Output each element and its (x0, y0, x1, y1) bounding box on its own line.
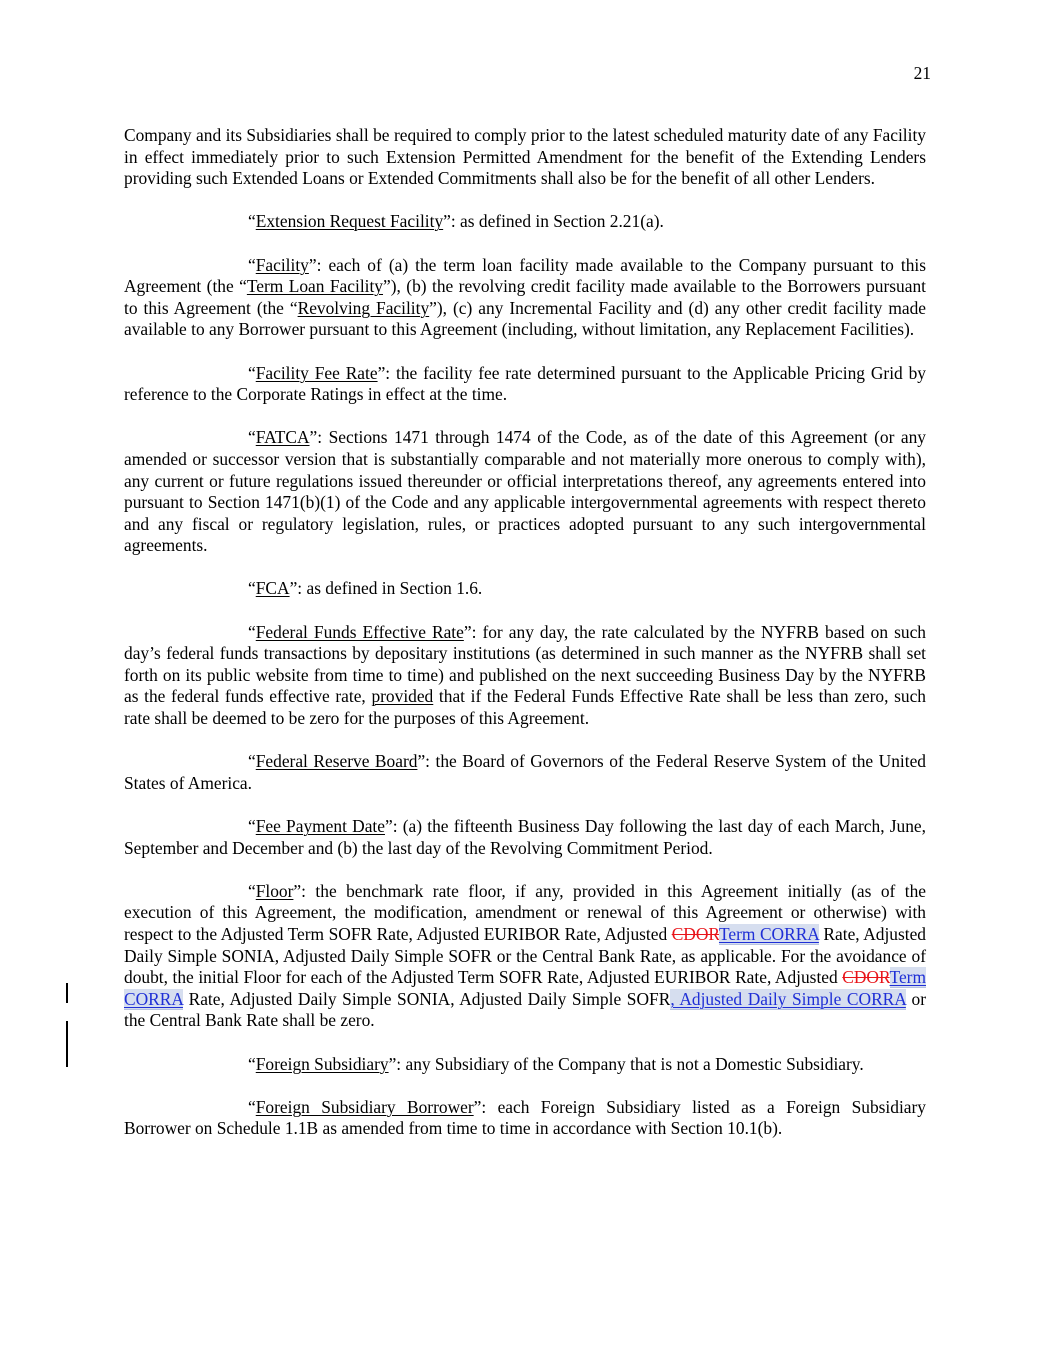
inserted-text: Term CORRA (124, 967, 926, 1009)
definition-floor: “Floor”: the benchmark rate floor, if any, provided in this Agreement initially (as of the execution of this Agreement, the modification, amendment or renewal of this Agreement or otherwise) with respect to the Adjusted Term SOFR Rate, Adjusted EURIBOR Rate, Adjusted CDORTerm CORRA Rate, Adjusted Daily Simple SONIA, Adjusted Daily Simple SOFR or the Central Bank Rate, as applicable. For the avoidance of doubt, the initial Floor for each of the Adjusted Term SOFR Rate, Adjusted EURIBOR Rate, Adjusted CDORTerm CORRA Rate, Adjusted Daily Simple SONIA, Adjusted Daily Simple SOFR, Adjusted Daily Simple CORRA or the Central Bank Rate shall be zero. (124, 880, 927, 1031)
definition-facility: “Facility”: each of (a) the term loan facility made available to the Company pursuant to this Agreement (the “Term Loan Facility”), (b) the revolving credit facility made available to the Borrowers pursuant to this Agreement (the “Revolving Facility”), (c) any Incremental Facility and (d) any other credit facility made available to any Borrower pursuant to this Agreement (including, without limitation, any Replacement Facilities). (124, 254, 926, 340)
defined-term: FATCA (255, 427, 310, 448)
definition-fca: “FCA”: as defined in Section 1.6. (248, 578, 483, 599)
change-bar (66, 1021, 68, 1067)
defined-term: Facility (255, 254, 309, 275)
definition-fatca: “FATCA”: Sections 1471 through 1474 of the Code, as of the date of this Agreement (or any amended or successor version that is substantially comparable and not materially more onerous to comply with), any current or future regulations issued thereunder or official interpretations thereof, any agreements entered into pursuant to Section 1471(b)(1) of the Code and any applicable intergovernmental agreements with respect thereto and any fiscal or regulatory legislation, rules, or practices adopted pursuant to any such intergovernmental agreements. (124, 427, 926, 556)
definition-facility-fee-rate: “Facility Fee Rate”: the facility fee rate determined pursuant to the Applicable Pricing Grid by reference to the Corporate Ratings in effect at the time. (124, 362, 926, 405)
definition-foreign-subsidiary: “Foreign Subsidiary”: any Subsidiary of the Company that is not a Domestic Subsidiary. (248, 1053, 864, 1074)
defined-term: Federal Reserve Board (255, 751, 418, 772)
definition-foreign-subsidiary-borrower: “Foreign Subsidiary Borrower”: each Foreign Subsidiary listed as a Foreign Subsidiary Borrower on Schedule 1.1B as amended from time to time in accordance with Section 10.1(b). (124, 1096, 926, 1139)
defined-term: Foreign Subsidiary (255, 1053, 389, 1074)
definition-fee-payment-date: “Fee Payment Date”: (a) the fifteenth Business Day following the last day of each March, June, September and December and (b) the last day of the Revolving Commitment Period. (124, 816, 926, 858)
inserted-text: Term CORRA (718, 923, 819, 944)
definition-federal-funds-effective-rate: “Federal Funds Effective Rate”: for any day, the rate calculated by the NYFRB based on such day’s federal funds transactions by depositary institutions (as determined in such manner as the NYFRB shall set forth on its public website from time to time) and published on the next succeeding Business Day by the NYFRB as the federal funds effective rate, provided that if the Federal Funds Effective Rate shall be less than zero, such rate shall be deemed to be zero for the purposes of this Agreement. (124, 621, 926, 729)
defined-term: Term Loan Facility (246, 276, 384, 297)
defined-term: Federal Funds Effective Rate (255, 621, 464, 642)
definition-federal-reserve-board: “Federal Reserve Board”: the Board of Governors of the Federal Reserve System of the United States of America. (124, 751, 927, 793)
definition-extension-request-facility: “Extension Request Facility”: as defined in Section 2.21(a). (248, 211, 664, 232)
defined-term: FCA (255, 578, 290, 599)
page-number: 21 (913, 63, 931, 83)
defined-term: Revolving Facility (297, 297, 430, 318)
defined-term: Fee Payment Date (255, 816, 385, 836)
defined-term: Foreign Subsidiary Borrower (255, 1096, 474, 1117)
document-body (124, 125, 926, 1140)
deleted-text: CDOR (671, 923, 719, 944)
paragraph-continuation: Company and its Subsidiaries shall be required to comply prior to the latest scheduled maturity date of any Facility in effect immediately prior to such Extension Permitted Amendment for the benefit of the Extending Lenders providing such Extended Loans or Extended Commitments shall also be for the benefit of all other Lenders. (124, 125, 926, 189)
defined-term: Floor (255, 880, 294, 901)
deleted-text: CDOR (842, 967, 890, 988)
defined-term: Extension Request Facility (255, 211, 444, 232)
defined-term: Facility Fee Rate (255, 362, 378, 383)
inserted-text: , Adjusted Daily Simple CORRA (670, 988, 906, 1009)
provided-term: provided (371, 686, 434, 707)
change-bar (66, 983, 68, 1003)
